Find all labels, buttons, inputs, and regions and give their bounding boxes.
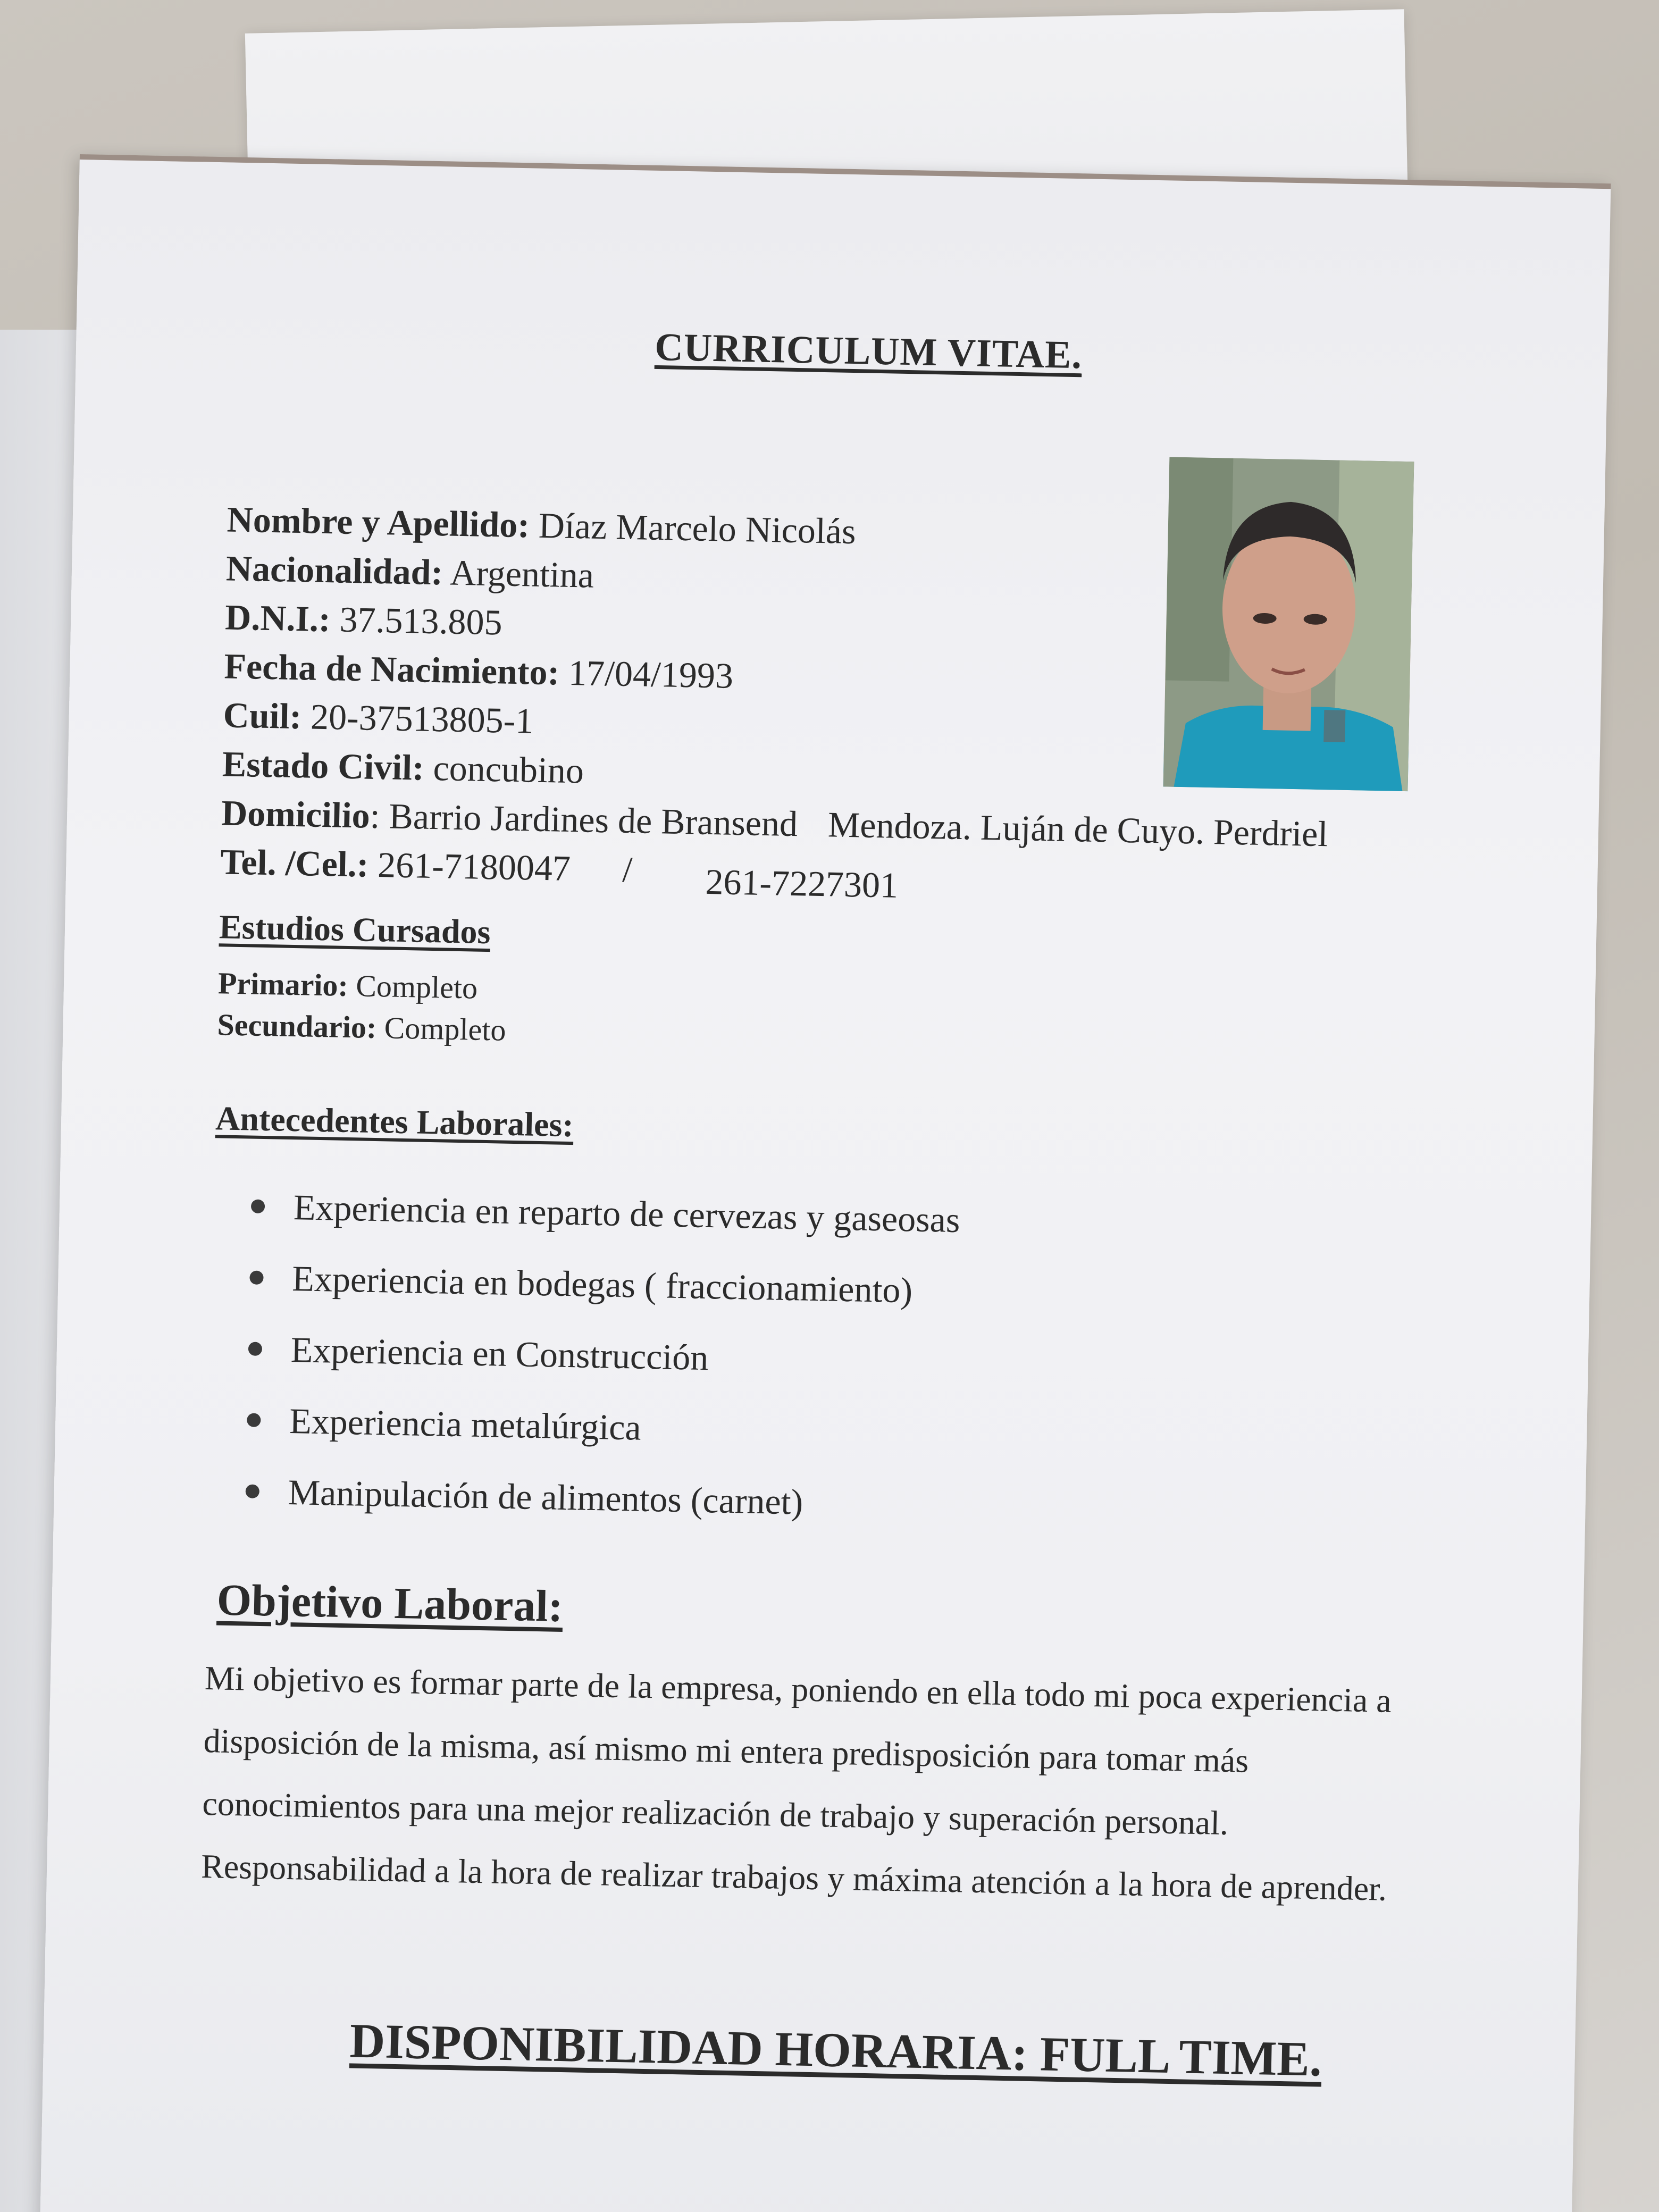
phone-separator: / xyxy=(622,849,633,890)
work-item-text: Experiencia en reparto de cervezas y gaseosas xyxy=(293,1187,961,1241)
address-city: Mendoza. Luján de Cuyo. Perdriel xyxy=(827,804,1329,854)
work-item-text: Experiencia en Construcción xyxy=(290,1329,709,1378)
availability-heading: DISPONIBILIDAD HORARIA: FULL TIME. xyxy=(349,2013,1322,2087)
cuil-value: 20-37513805-1 xyxy=(310,696,534,741)
study-label: Primario: xyxy=(217,966,349,1003)
name-value: Díaz Marcelo Nicolás xyxy=(538,505,857,552)
personal-info xyxy=(220,495,1329,906)
objective-title: Objetivo Laboral: xyxy=(216,1575,564,1631)
phone-label: Tel. /Cel.: xyxy=(220,841,370,885)
name-label: Nombre y Apellido: xyxy=(227,499,530,546)
studies-title: Estudios Cursados xyxy=(219,908,491,951)
bullet-icon xyxy=(251,1200,265,1213)
birth-value: 17/04/1993 xyxy=(568,652,734,696)
cuil-label: Cuil: xyxy=(223,694,302,737)
address-value: : Barrio Jardines de Bransend xyxy=(370,795,798,844)
document-title: CURRICULUM VITAE. xyxy=(654,325,1083,378)
study-value: Completo xyxy=(355,968,478,1006)
work-item-text: Manipulación de alimentos (carnet) xyxy=(288,1471,803,1522)
bullet-icon xyxy=(246,1484,259,1498)
birth-label: Fecha de Nacimiento: xyxy=(223,646,560,693)
cv-content xyxy=(197,317,1507,2090)
address-label: Domicilio xyxy=(221,792,371,836)
work-item-text: Experiencia en bodegas ( fraccionamiento) xyxy=(291,1258,913,1311)
nationality-label: Nacionalidad: xyxy=(225,548,443,593)
work-history-list xyxy=(208,1170,1490,1551)
phone-value-2: 261-7227301 xyxy=(705,861,899,906)
nationality-value: Argentina xyxy=(449,552,594,596)
civil-label: Estado Civil: xyxy=(222,743,425,788)
work-history-title: Antecedentes Laborales: xyxy=(215,1099,574,1144)
dni-label: D.N.I.: xyxy=(224,597,331,640)
objective-text: Mi objetivo es formar parte de la empresa, poniendo en ella todo mi poca experiencia a disposición de la misma, así mismo mi entera predisposición para tomar más conocimientos para una mejor realización de trabajo y superación personal. Responsabilidad a la hora de realizar trabajos y máxima atención a la hora de aprender. xyxy=(200,1659,1392,1908)
study-label: Secundario: xyxy=(217,1007,377,1045)
bullet-icon xyxy=(247,1413,261,1427)
bullet-icon xyxy=(248,1342,262,1356)
civil-value: concubino xyxy=(432,747,584,791)
profile-photo xyxy=(1163,457,1414,791)
study-value: Completo xyxy=(384,1010,507,1048)
profile-photo-illustration xyxy=(1163,457,1414,791)
bullet-icon xyxy=(249,1271,263,1285)
work-item-text: Experiencia metalúrgica xyxy=(289,1401,642,1448)
cv-page xyxy=(39,154,1611,2212)
phone-value: 261-7180047 xyxy=(377,844,571,889)
dni-value: 37.513.805 xyxy=(339,599,503,643)
